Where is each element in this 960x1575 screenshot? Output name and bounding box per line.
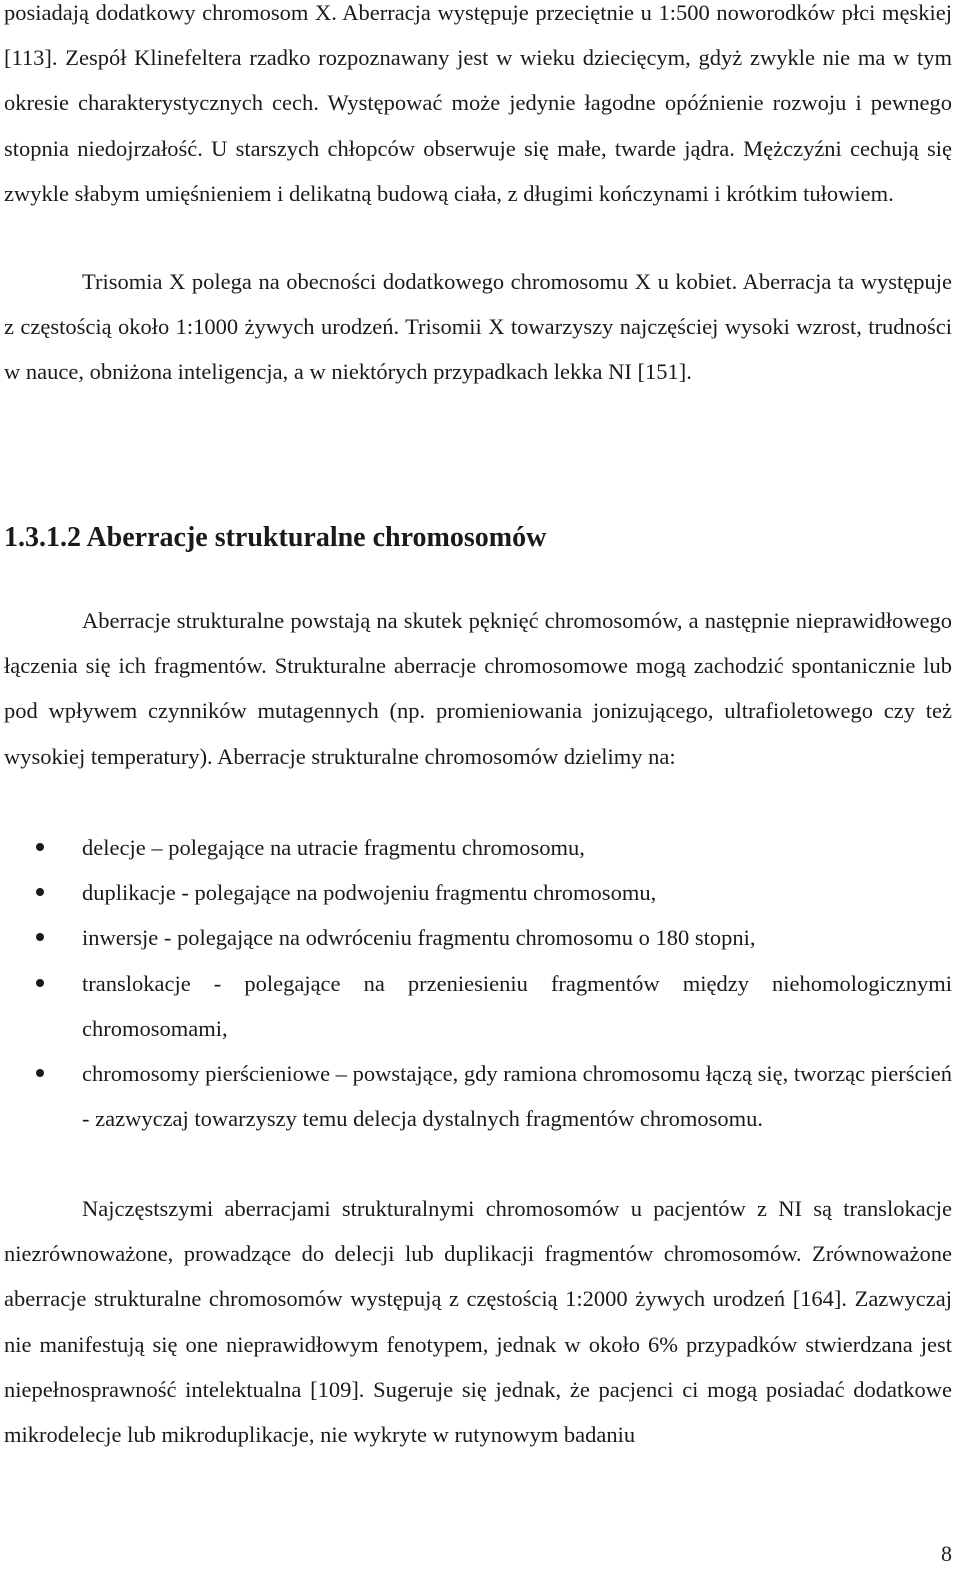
list-item-text: duplikacje - polegające na podwojeniu fragmentu chromosomu, [82, 880, 657, 906]
paragraph-common-aberrations: Najczęstszymi aberracjami strukturalnymi chromosomów u pacjentów z NI są translokacje niezrównoważone, prowadzące do delecji lub duplikacji fragmentów chromosomów. Zrównoważone aberracje strukturalne chromosomów występują z częstością 1:2000 żywych urodzeń [164]. Zazwyczaj nie manifestują się one nieprawidłowym fenotypem, jednak w około 6% przypadków stwierdzana jest niepełnosprawność intelektualna [109]. Sugeruje się jednak, że pacjenci ci mogą posiadać dodatkowe mikrodelecje lub mikroduplikacje, nie wykryte w rutynowym badaniu [4, 1196, 952, 1448]
list-item [0, 961, 952, 1051]
bullet-icon [36, 888, 44, 896]
list-item [0, 915, 952, 960]
bullet-icon [36, 843, 44, 851]
section-heading: 1.3.1.2 Aberracje strukturalne chromosomów [4, 522, 547, 553]
list-item-text: chromosomy pierścieniowe – powstające, gdy ramiona chromosomu łączą się, tworząc pierścień - zazwyczaj towarzyszy temu delecja dystalnych fragmentów chromosomu. [82, 1061, 952, 1132]
paragraph-trisomy-x: Trisomia X polega na obecności dodatkowego chromosomu X u kobiet. Aberracja ta występuje z częstością około 1:1000 żywych urodzeń. Trisomii X towarzyszy najczęściej wysoki wzrost, trudności w nauce, obniżona inteligencja, a w niektórych przypadkach lekka NI [151]. [4, 269, 952, 385]
list-item [0, 870, 952, 915]
page-number: 8 [941, 1541, 952, 1566]
list-item [0, 825, 952, 870]
bullet-icon [36, 979, 44, 987]
list-item-text: inwersje - polegające na odwróceniu fragmentu chromosomu o 180 stopni, [82, 925, 756, 951]
bullet-icon [36, 1069, 44, 1077]
paragraph-structural-aberrations: Aberracje strukturalne powstają na skutek pęknięć chromosomów, a następnie nieprawidłowego łączenia się ich fragmentów. Strukturalne aberracje chromosomowe mogą zachodzić spontanicznie lub pod wpływem czynników mutagennych (np. promieniowania jonizującego, ultrafioletowego czy też wysokiej temperatury). Aberracje strukturalne chromosomów dzielimy na: [4, 608, 952, 769]
list-item-text: delecje – polegające na utracie fragmentu chromosomu, [82, 835, 585, 860]
bullet-icon [36, 933, 44, 941]
list-item [0, 1051, 952, 1141]
aberration-types-list [0, 825, 952, 1141]
list-item-text: translokacje - polegające na przeniesieniu fragmentów między niehomologicznymi chromosomami, [82, 970, 952, 1041]
paragraph-klinefelter: posiadają dodatkowy chromosom X. Aberracja występuje przeciętnie u 1:500 noworodków płci męskiej [113]. Zespół Klinefeltera rzadko rozpoznawany jest w wieku dziecięcym, gdyż zwykle nie ma w tym okresie charakterystycznych cech. Występować może jedynie łagodne opóźnienie rozwoju i pewnego stopnia niedojrzałość. U starszych chłopców obserwuje się małe, twarde jądra. Mężczyźni cechują się zwykle słabym umięśnieniem i delikatną budową ciała, z długimi kończynami i krótkim tułowiem. [4, 0, 952, 206]
